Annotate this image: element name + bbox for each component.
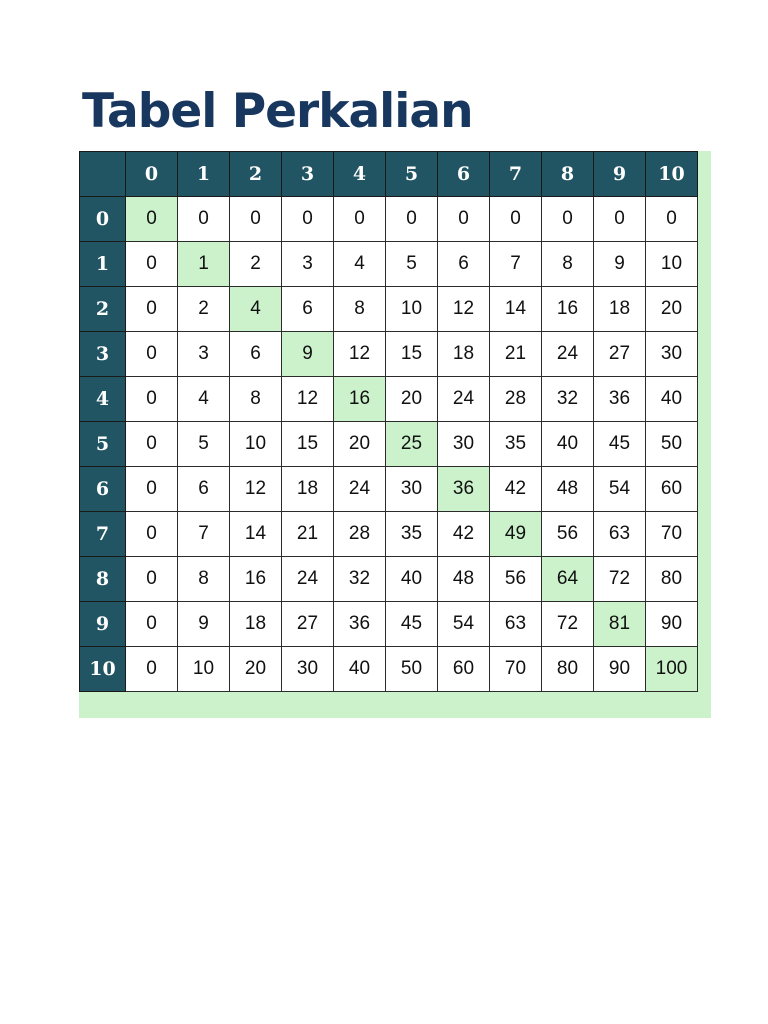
table-cell: 35 xyxy=(386,512,438,557)
table-row xyxy=(80,377,698,422)
table-row xyxy=(80,512,698,557)
table-cell: 0 xyxy=(126,467,178,512)
table-cell: 9 xyxy=(594,242,646,287)
table-cell: 30 xyxy=(386,467,438,512)
table-cell: 90 xyxy=(594,647,646,692)
header-row xyxy=(80,152,698,197)
table-cell: 6 xyxy=(282,287,334,332)
table-cell: 20 xyxy=(646,287,698,332)
table-cell: 0 xyxy=(126,287,178,332)
table-cell-diagonal: 0 xyxy=(126,197,178,242)
table-row xyxy=(80,197,698,242)
column-header: 5 xyxy=(386,152,438,197)
table-cell: 8 xyxy=(178,557,230,602)
table-cell: 14 xyxy=(490,287,542,332)
table-cell: 24 xyxy=(282,557,334,602)
row-header: 7 xyxy=(80,512,126,557)
row-header: 8 xyxy=(80,557,126,602)
table-cell: 0 xyxy=(126,242,178,287)
table-cell: 42 xyxy=(438,512,490,557)
table-cell: 7 xyxy=(490,242,542,287)
table-cell-diagonal: 36 xyxy=(438,467,490,512)
table-cell: 42 xyxy=(490,467,542,512)
table-cell: 5 xyxy=(386,242,438,287)
table-cell: 15 xyxy=(282,422,334,467)
table-cell: 40 xyxy=(386,557,438,602)
table-cell: 24 xyxy=(438,377,490,422)
table-cell: 0 xyxy=(126,377,178,422)
table-cell: 14 xyxy=(230,512,282,557)
table-cell: 63 xyxy=(490,602,542,647)
table-cell: 40 xyxy=(334,647,386,692)
row-header: 2 xyxy=(80,287,126,332)
table-cell: 30 xyxy=(438,422,490,467)
column-header: 0 xyxy=(126,152,178,197)
table-cell: 70 xyxy=(646,512,698,557)
table-cell: 32 xyxy=(334,557,386,602)
table-cell: 16 xyxy=(230,557,282,602)
table-cell: 0 xyxy=(334,197,386,242)
table-cell: 70 xyxy=(490,647,542,692)
table-cell: 4 xyxy=(178,377,230,422)
table-row xyxy=(80,557,698,602)
table-cell-diagonal: 100 xyxy=(646,647,698,692)
table-row xyxy=(80,422,698,467)
table-cell: 0 xyxy=(126,602,178,647)
table-cell: 4 xyxy=(334,242,386,287)
table-cell: 18 xyxy=(438,332,490,377)
table-cell: 30 xyxy=(646,332,698,377)
column-header: 3 xyxy=(282,152,334,197)
table-row xyxy=(80,602,698,647)
table-cell: 0 xyxy=(178,197,230,242)
column-header: 1 xyxy=(178,152,230,197)
table-cell: 32 xyxy=(542,377,594,422)
table-cell: 5 xyxy=(178,422,230,467)
table-cell: 10 xyxy=(646,242,698,287)
table-cell: 9 xyxy=(178,602,230,647)
table-cell: 12 xyxy=(438,287,490,332)
table-cell: 28 xyxy=(490,377,542,422)
table-cell: 10 xyxy=(230,422,282,467)
table-cell: 0 xyxy=(282,197,334,242)
table-body xyxy=(80,197,698,692)
table-cell: 24 xyxy=(334,467,386,512)
corner-cell xyxy=(80,152,126,197)
table-cell: 50 xyxy=(386,647,438,692)
page-title: Tabel Perkalian xyxy=(82,84,473,139)
table-cell: 45 xyxy=(594,422,646,467)
table-cell: 12 xyxy=(282,377,334,422)
table-cell: 2 xyxy=(230,242,282,287)
table-cell: 0 xyxy=(490,197,542,242)
table-cell: 36 xyxy=(594,377,646,422)
table-cell: 0 xyxy=(386,197,438,242)
table-cell: 72 xyxy=(594,557,646,602)
column-header: 2 xyxy=(230,152,282,197)
table-cell-diagonal: 1 xyxy=(178,242,230,287)
table-cell: 0 xyxy=(126,422,178,467)
table-cell-diagonal: 9 xyxy=(282,332,334,377)
table-cell: 8 xyxy=(230,377,282,422)
table-cell: 20 xyxy=(230,647,282,692)
table-row xyxy=(80,647,698,692)
table-cell: 30 xyxy=(282,647,334,692)
table-cell: 20 xyxy=(386,377,438,422)
table-cell: 0 xyxy=(126,332,178,377)
table-cell: 48 xyxy=(438,557,490,602)
column-header: 9 xyxy=(594,152,646,197)
table-cell: 90 xyxy=(646,602,698,647)
row-header: 5 xyxy=(80,422,126,467)
table-cell: 6 xyxy=(230,332,282,377)
row-header: 9 xyxy=(80,602,126,647)
table-cell: 0 xyxy=(438,197,490,242)
column-header: 6 xyxy=(438,152,490,197)
column-header: 7 xyxy=(490,152,542,197)
row-header: 4 xyxy=(80,377,126,422)
table-cell: 18 xyxy=(282,467,334,512)
table-cell: 18 xyxy=(230,602,282,647)
multiplication-table-container xyxy=(79,151,711,718)
column-header: 8 xyxy=(542,152,594,197)
table-cell: 0 xyxy=(230,197,282,242)
table-cell: 10 xyxy=(386,287,438,332)
table-cell: 3 xyxy=(178,332,230,377)
table-cell: 27 xyxy=(282,602,334,647)
table-cell: 8 xyxy=(334,287,386,332)
table-cell: 0 xyxy=(126,512,178,557)
table-cell: 80 xyxy=(646,557,698,602)
row-header: 1 xyxy=(80,242,126,287)
multiplication-table xyxy=(79,151,698,692)
table-cell: 8 xyxy=(542,242,594,287)
table-cell: 56 xyxy=(490,557,542,602)
table-cell: 60 xyxy=(438,647,490,692)
table-cell: 12 xyxy=(230,467,282,512)
table-cell: 48 xyxy=(542,467,594,512)
table-cell: 10 xyxy=(178,647,230,692)
row-header: 0 xyxy=(80,197,126,242)
table-cell: 0 xyxy=(594,197,646,242)
table-cell: 54 xyxy=(594,467,646,512)
table-cell: 0 xyxy=(126,647,178,692)
table-row xyxy=(80,287,698,332)
table-cell: 15 xyxy=(386,332,438,377)
table-cell-diagonal: 16 xyxy=(334,377,386,422)
table-cell: 6 xyxy=(438,242,490,287)
table-cell: 36 xyxy=(334,602,386,647)
table-cell: 60 xyxy=(646,467,698,512)
table-cell: 28 xyxy=(334,512,386,557)
table-cell: 24 xyxy=(542,332,594,377)
row-header: 6 xyxy=(80,467,126,512)
table-cell-diagonal: 64 xyxy=(542,557,594,602)
table-cell: 20 xyxy=(334,422,386,467)
table-cell: 56 xyxy=(542,512,594,557)
table-row xyxy=(80,242,698,287)
table-cell: 80 xyxy=(542,647,594,692)
table-cell: 21 xyxy=(282,512,334,557)
column-header: 10 xyxy=(646,152,698,197)
table-cell: 0 xyxy=(646,197,698,242)
table-cell: 54 xyxy=(438,602,490,647)
table-cell: 2 xyxy=(178,287,230,332)
table-cell: 6 xyxy=(178,467,230,512)
table-cell: 72 xyxy=(542,602,594,647)
table-cell: 35 xyxy=(490,422,542,467)
table-cell: 40 xyxy=(542,422,594,467)
table-cell: 7 xyxy=(178,512,230,557)
table-cell: 63 xyxy=(594,512,646,557)
table-cell-diagonal: 49 xyxy=(490,512,542,557)
row-header: 10 xyxy=(80,647,126,692)
table-cell-diagonal: 4 xyxy=(230,287,282,332)
table-cell: 16 xyxy=(542,287,594,332)
table-cell: 21 xyxy=(490,332,542,377)
table-row xyxy=(80,467,698,512)
table-cell-diagonal: 81 xyxy=(594,602,646,647)
table-cell: 12 xyxy=(334,332,386,377)
row-header: 3 xyxy=(80,332,126,377)
column-header: 4 xyxy=(334,152,386,197)
table-cell: 40 xyxy=(646,377,698,422)
table-cell-diagonal: 25 xyxy=(386,422,438,467)
table-cell: 0 xyxy=(126,557,178,602)
table-cell: 0 xyxy=(542,197,594,242)
table-cell: 3 xyxy=(282,242,334,287)
table-cell: 27 xyxy=(594,332,646,377)
table-cell: 18 xyxy=(594,287,646,332)
table-row xyxy=(80,332,698,377)
table-cell: 45 xyxy=(386,602,438,647)
table-cell: 50 xyxy=(646,422,698,467)
